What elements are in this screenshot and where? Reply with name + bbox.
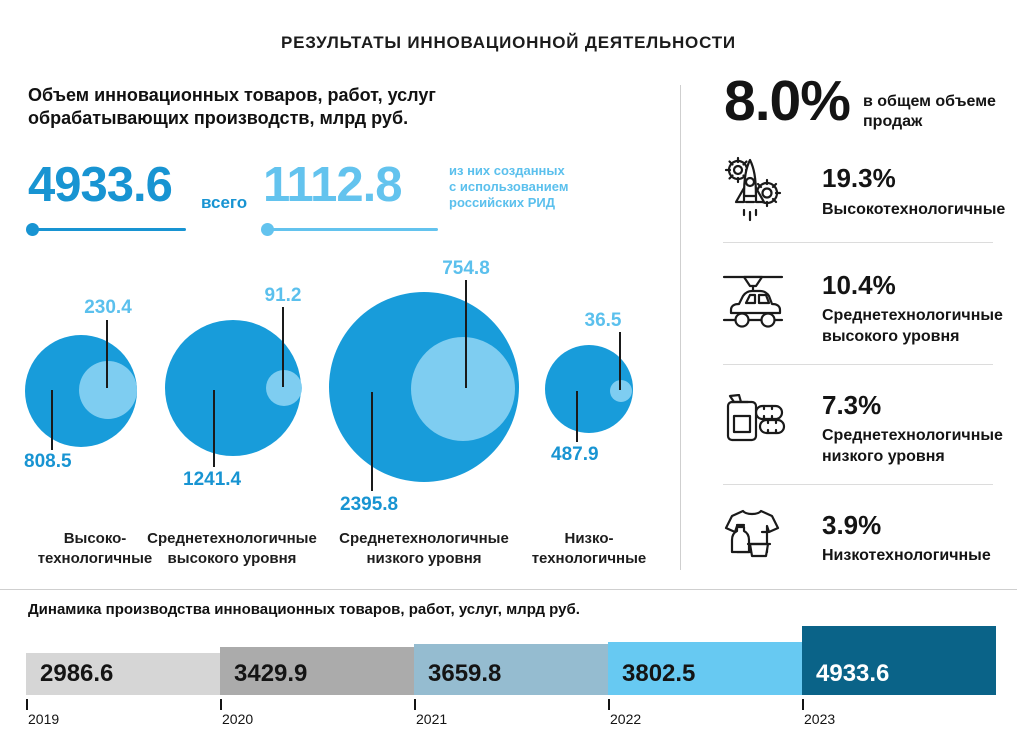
- page-title: РЕЗУЛЬТАТЫ ИННОВАЦИОННОЙ ДЕЯТЕЛЬНОСТИ: [281, 33, 736, 52]
- bar-2019-value: 2986.6: [40, 660, 114, 687]
- volume-section-heading: [28, 84, 436, 131]
- rid-underline: [263, 228, 438, 231]
- bubble-lowtech-label: [519, 529, 659, 570]
- bubble-hitech-total-value: 808.5: [24, 451, 72, 472]
- volume-heading-line1: Объем инновационных товаров, работ, услуг: [28, 85, 436, 105]
- bar-2021-value: 3659.8: [428, 660, 502, 687]
- bubble-medhigh-inner: [266, 370, 302, 406]
- rid-underline-dot: [261, 223, 274, 236]
- bubble-lowtech-rid-callout: [619, 332, 621, 390]
- rid-caption-line1: из них созданных: [449, 163, 565, 178]
- rid-value: 1112.8: [263, 158, 402, 212]
- bubble-hitech-inner: [79, 361, 137, 419]
- axis-label-2019: 2019: [28, 711, 60, 727]
- axis-tick-2019: [26, 699, 28, 710]
- bubble-hitech-total-callout: [51, 390, 53, 450]
- consumer-goods-icon: [722, 508, 782, 580]
- wheel-left: [736, 314, 749, 327]
- bubble-medhigh-label: [142, 529, 322, 570]
- share-headline-value: 8.0%: [724, 69, 850, 133]
- bubble-medhigh-rid-value: 91.2: [264, 285, 302, 306]
- bubble-medlow-label-line1: Среднетехнологичные: [339, 530, 509, 547]
- bar-2020: [220, 647, 414, 695]
- share-label-lowtech: Низкотехнологичные: [822, 547, 991, 564]
- section-divider: [0, 589, 1017, 590]
- share-pct-medlow: 7.3%: [822, 390, 882, 420]
- vertical-divider: [680, 85, 681, 570]
- bubble-medhigh-total-value: 1241.4: [183, 469, 242, 490]
- share-label-medlow-line2: низкого уровня: [822, 447, 945, 465]
- axis-label-2020: 2020: [222, 711, 254, 727]
- share-label-medlow: [822, 426, 1003, 468]
- share-pct-lowtech: 3.9%: [822, 510, 882, 540]
- bubble-lowtech-label-line2: технологичные: [531, 550, 647, 568]
- share-pct-medhigh: 10.4%: [822, 270, 896, 300]
- axis-tick-2022: [608, 699, 610, 710]
- axis-tick-2020: [220, 699, 222, 710]
- rocket-gears-icon: [722, 152, 782, 224]
- axis-tick-2023: [802, 699, 804, 710]
- bar-2021: [414, 644, 608, 695]
- tires: [756, 406, 784, 433]
- total-value: 4933.6: [28, 158, 172, 212]
- axis-label-2023: 2023: [804, 711, 836, 727]
- rid-caption-line2: с использованием: [449, 179, 569, 194]
- dynamics-heading: Динамика производства инновационных товаров, работ, услуг, млрд руб.: [28, 601, 580, 618]
- bar-2019: [26, 653, 220, 695]
- bar-2023-value: 4933.6: [816, 660, 890, 687]
- rid-caption-line3: российских РИД: [449, 195, 555, 210]
- volume-heading-line2: обрабатывающих производств, млрд руб.: [28, 108, 409, 129]
- share-label-medhigh-line2: высокого уровня: [822, 327, 960, 345]
- bubble-medlow-label-line2: низкого уровня: [366, 550, 482, 568]
- bubble-medlow-label: [334, 529, 514, 570]
- bubble-medhigh-label-line2: высокого уровня: [167, 550, 297, 568]
- bubble-lowtech-rid-value: 36.5: [584, 310, 622, 331]
- rid-caption: [449, 163, 568, 211]
- bubble-medlow-total-callout: [371, 392, 373, 491]
- bubble-hitech-rid-callout: [106, 320, 108, 388]
- total-underline-dot: [26, 223, 39, 236]
- share-pct-hitech: 19.3%: [822, 163, 896, 193]
- axis-tick-2021: [414, 699, 416, 710]
- bubble-medlow-rid-value: 754.8: [442, 258, 490, 279]
- fuel-canister-icon: [722, 394, 782, 466]
- share-label-hitech: Высокотехнологичные: [822, 201, 1006, 218]
- bubble-lowtech-label-line1: Низко-: [564, 530, 614, 547]
- car-assembly-icon: [722, 272, 782, 344]
- bubble-medhigh-total-callout: [213, 390, 215, 467]
- bar-2020-value: 3429.9: [234, 660, 308, 687]
- total-underline: [28, 228, 186, 231]
- bubble-medlow-total-value: 2395.8: [340, 494, 399, 515]
- share-headline-caption: [863, 92, 996, 133]
- canister: [728, 395, 756, 440]
- total-value-label: всего: [201, 193, 248, 212]
- bowl: [748, 544, 770, 556]
- share-row-divider-1: [723, 242, 993, 243]
- bubble-medhigh-rid-callout: [282, 307, 284, 387]
- bubble-lowtech-total-callout: [576, 391, 578, 442]
- bubble-lowtech-inner: [610, 380, 632, 402]
- share-label-medhigh-line1: Среднетехнологичные: [822, 307, 1003, 324]
- axis-label-2022: 2022: [610, 711, 642, 727]
- bar-2022: [608, 642, 802, 695]
- axis-label-2021: 2021: [416, 711, 448, 727]
- share-label-medlow-line1: Среднетехнологичные: [822, 427, 1003, 444]
- share-headline-caption-line2: продаж: [863, 113, 923, 131]
- bubble-medhigh-label-line1: Среднетехнологичные: [147, 530, 317, 547]
- bubble-hitech-label-line2: технологичные: [37, 550, 153, 568]
- share-row-divider-3: [723, 484, 993, 485]
- wheel-right: [762, 314, 775, 327]
- share-label-medhigh: [822, 306, 1003, 348]
- bar-2023: [802, 626, 996, 695]
- bubble-medlow-rid-callout: [465, 280, 467, 388]
- bar-2022-value: 3802.5: [622, 660, 696, 687]
- share-headline-caption-line1: в общем объеме: [863, 93, 996, 110]
- share-row-divider-2: [723, 364, 993, 365]
- bubble-hitech-label-line1: Высоко-: [63, 530, 127, 547]
- bubble-medlow-inner: [411, 337, 515, 441]
- hanger: [744, 277, 762, 286]
- bubble-lowtech-total-value: 487.9: [551, 444, 599, 465]
- bubble-hitech-rid-value: 230.4: [84, 297, 132, 318]
